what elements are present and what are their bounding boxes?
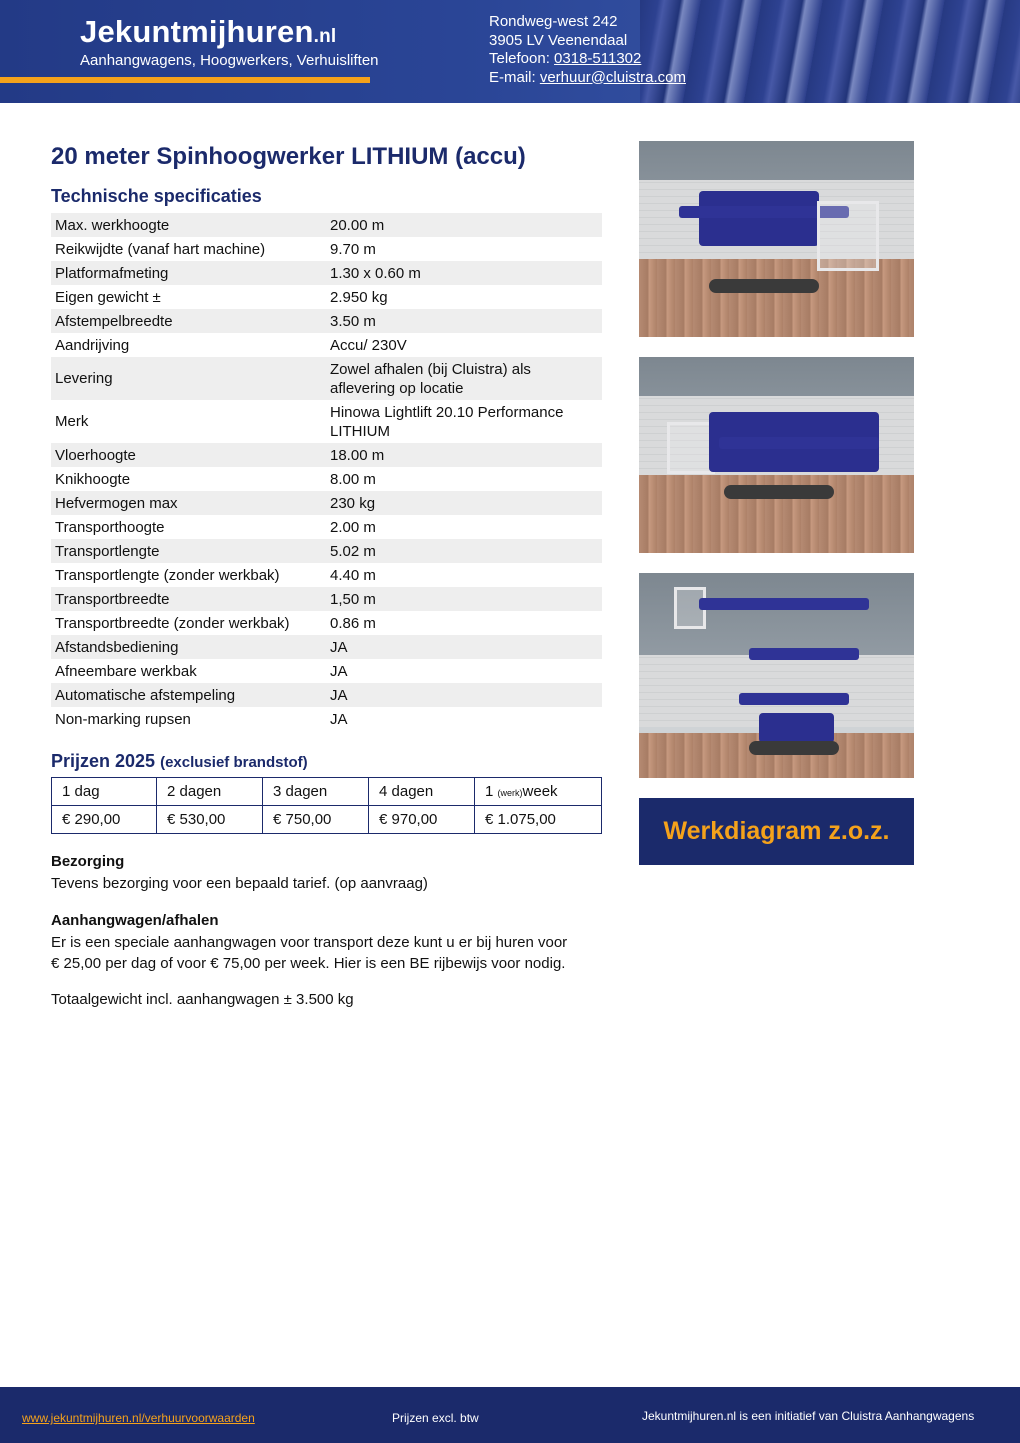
spec-row (51, 635, 602, 659)
spec-value: 9.70 m (330, 240, 376, 258)
phone-label: Telefoon: (489, 50, 555, 67)
spec-value: 2.00 m (330, 518, 376, 536)
spec-row (51, 309, 602, 333)
spec-row (51, 261, 602, 285)
page-header (0, 0, 1020, 103)
spec-label: Transporthoogte (55, 518, 165, 536)
specs-table (51, 213, 602, 731)
spec-label: Afstandsbediening (55, 638, 179, 656)
price-value-2-dagen: € 530,00 (157, 806, 263, 834)
spec-label: Transportbreedte (zonder werkbak) (55, 614, 290, 632)
email-label: E-mail: (489, 68, 540, 86)
spec-label: Platformafmeting (55, 264, 169, 282)
bezorging-heading: Bezorging (51, 853, 125, 870)
totaalgewicht-text: Totaalgewicht incl. aanhangwagen ± 3.500 kg (51, 991, 354, 1008)
spec-row (51, 400, 602, 443)
logo-name: Jekuntmijhuren (80, 14, 314, 49)
prices-value-row (52, 806, 602, 834)
contact-block (489, 13, 686, 87)
prices-heading (51, 751, 308, 772)
footer-initiative-note: Jekuntmijhuren.nl is een initiatief van Cluistra Aanhangwagens (642, 1409, 975, 1423)
spec-row (51, 467, 602, 491)
spec-label: Transportbreedte (55, 590, 170, 608)
spec-row (51, 213, 602, 237)
machine-photo-1 (639, 141, 914, 337)
spec-value: 2.950 kg (330, 288, 388, 306)
spec-label: Transportlengte (55, 542, 160, 560)
week-prefix: 1 (485, 783, 498, 800)
spec-value: JA (330, 686, 348, 704)
aanhangwagen-text-line-2: € 25,00 per dag of voor € 75,00 per week. Hier is een BE rijbewijs voor nodig. (51, 955, 566, 972)
spec-value: 18.00 m (330, 446, 385, 464)
werkdiagram-button[interactable]: Werkdiagram z.o.z. (639, 798, 914, 865)
email-link[interactable]: verhuur@cluistra.com (539, 68, 686, 86)
spec-value: Hinowa Lightlift 20.10 Performance LITHIUM (330, 403, 564, 440)
prices-heading-note: (exclusief brandstof) (160, 754, 308, 771)
prices-heading-text: Prijzen 2025 (51, 751, 156, 771)
logo-tagline: Aanhangwagens, Hoogwerkers, Verhuisliften (80, 52, 379, 69)
spec-label: Non-marking rupsen (55, 710, 191, 728)
spec-label: Eigen gewicht ± (55, 288, 161, 306)
bezorging-text: Tevens bezorging voor een bepaald tarief. (op aanvraag) (51, 875, 428, 892)
spec-label: Reikwijdte (vanaf hart machine) (55, 240, 266, 258)
aanhangwagen-text-line-1: Er is een speciale aanhangwagen voor transport deze kunt u er bij huren voor (51, 934, 568, 951)
spec-value: JA (330, 710, 348, 728)
price-col-week (475, 778, 602, 806)
spec-value: Accu/ 230V (330, 336, 407, 354)
spec-label: Transportlengte (zonder werkbak) (55, 566, 280, 584)
spec-row (51, 587, 602, 611)
spec-row (51, 443, 602, 467)
spec-value: 1.30 x 0.60 m (330, 264, 421, 282)
logo-accent-bar (0, 77, 370, 83)
spec-row (51, 515, 602, 539)
phone-link[interactable]: 0318-511302 (554, 50, 642, 67)
spec-label: Automatische afstempeling (55, 686, 236, 704)
price-col-3-dagen: 3 dagen (263, 778, 369, 806)
spec-row (51, 683, 602, 707)
address-line-2: 3905 LV Veenendaal (489, 31, 628, 49)
header-banner-image (640, 0, 1020, 103)
price-value-4-dagen: € 970,00 (369, 806, 475, 834)
spec-row (51, 659, 602, 683)
spec-value: JA (330, 662, 348, 680)
spec-value: 20.00 m (330, 216, 385, 234)
spec-value: 1,50 m (330, 590, 376, 608)
footer-prices-note: Prijzen excl. btw (392, 1411, 479, 1425)
logo[interactable] (80, 14, 336, 50)
spec-value: 5.02 m (330, 542, 376, 560)
spec-row (51, 357, 602, 400)
spec-label: Afneembare werkbak (55, 662, 197, 680)
spec-value: JA (330, 638, 348, 656)
machine-photo-2 (639, 357, 914, 553)
spec-label: Knikhoogte (55, 470, 131, 488)
spec-label: Merk (55, 413, 89, 430)
price-value-3-dagen: € 750,00 (263, 806, 369, 834)
price-value-1-dag: € 290,00 (52, 806, 157, 834)
week-small: (werk) (497, 788, 523, 798)
spec-label: Max. werkhoogte (55, 216, 170, 234)
specs-heading: Technische specificaties (51, 186, 262, 206)
spec-label: Hefvermogen max (55, 494, 178, 512)
price-value-week: € 1.075,00 (475, 806, 602, 834)
logo-tld: .nl (313, 26, 337, 47)
spec-label: Levering (55, 370, 113, 387)
aanhangwagen-heading: Aanhangwagen/afhalen (51, 912, 219, 929)
spec-label: Aandrijving (55, 336, 130, 354)
spec-row (51, 237, 602, 261)
week-suffix: week (522, 783, 558, 800)
spec-label: Afstempelbreedte (55, 312, 173, 330)
machine-photo-3 (639, 573, 914, 778)
price-col-2-dagen: 2 dagen (157, 778, 263, 806)
spec-value: 8.00 m (330, 470, 376, 488)
spec-row (51, 563, 602, 587)
spec-value: 4.40 m (330, 566, 376, 584)
spec-label: Vloerhoogte (55, 446, 136, 464)
address-line-1: Rondweg-west 242 (489, 13, 618, 30)
spec-value: 3.50 m (330, 312, 376, 330)
price-col-1-dag: 1 dag (52, 778, 157, 806)
price-col-4-dagen: 4 dagen (369, 778, 475, 806)
spec-value: 0.86 m (330, 614, 376, 632)
spec-row (51, 707, 602, 731)
footer-link-verhuurvoorwaarden[interactable]: www.jekuntmijhuren.nl/verhuurvoorwaarden (22, 1411, 255, 1425)
prices-table (51, 777, 602, 834)
spec-row (51, 333, 602, 357)
spec-row (51, 611, 602, 635)
spec-row (51, 491, 602, 515)
prices-header-row (52, 778, 602, 806)
spec-row (51, 539, 602, 563)
page-title: 20 meter Spinhoogwerker LITHIUM (accu) (51, 143, 526, 170)
spec-row (51, 285, 602, 309)
spec-value: 230 kg (330, 494, 376, 512)
spec-value: Zowel afhalen (bij Cluistra) als aflevering op locatie (330, 360, 531, 397)
